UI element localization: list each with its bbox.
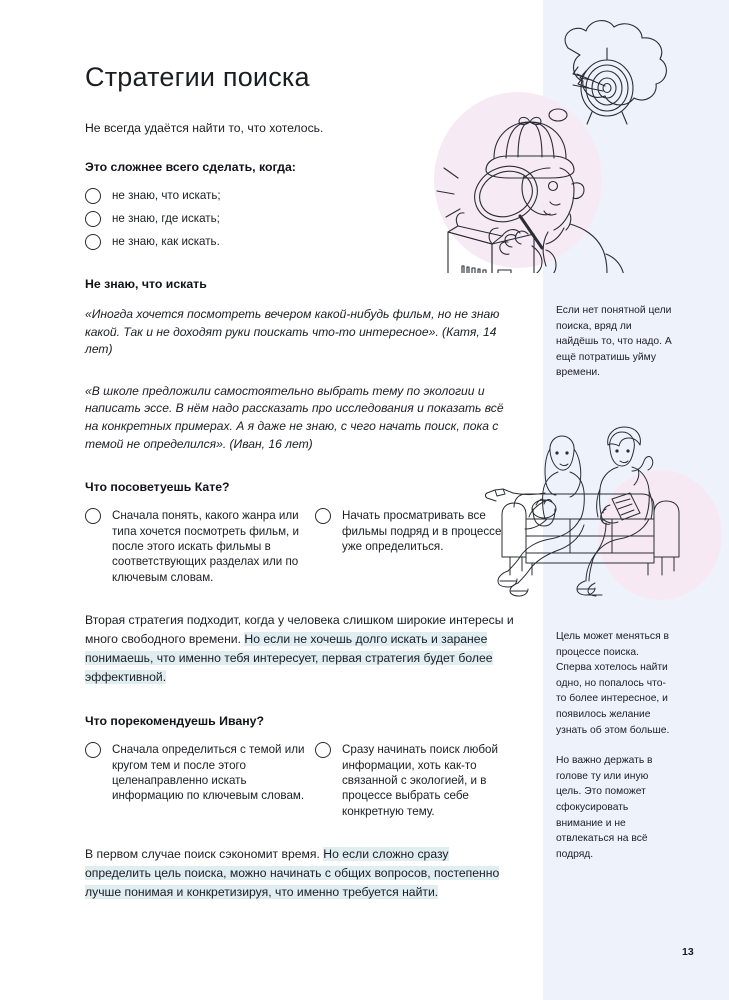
list-item-label: не знаю, что искать; (112, 189, 221, 202)
page-number: 13 (682, 946, 694, 958)
option-label: Сначала определиться с темой или кругом тем и после этого целенаправленно искать информацию по ключевым словам. (112, 743, 305, 803)
radio-circle-icon[interactable] (315, 508, 331, 524)
quote-katya: «Иногда хочется посмотреть вечером какой-нибудь фильм, но не знаю какой. Так и не доходят руки поискать что-то интересное». (Катя, 14 лет) (85, 307, 500, 357)
radio-circle-icon[interactable] (85, 742, 101, 758)
option-ivan-1[interactable] (85, 742, 315, 819)
radio-circle-icon[interactable] (315, 742, 331, 758)
conclusion-ivan (85, 845, 515, 902)
option-katya-1[interactable] (85, 508, 315, 585)
conclusion-ivan-plain: В первом случае поиск сэкономит время. (85, 847, 324, 862)
list-item[interactable] (85, 234, 515, 250)
list-item[interactable] (85, 188, 515, 204)
radio-circle-icon[interactable] (85, 188, 101, 204)
quote-ivan: «В школе предложили самостоятельно выбрать тему по экологии и написать эссе. В нём надо рассказать про исследования и показать всё на конкретных примерах. А я даже не знаю, с чего начать поиск, пока с темой не определился». (Иван, 16 лет) (85, 383, 504, 451)
list-item[interactable] (85, 211, 515, 227)
radio-circle-icon[interactable] (85, 508, 101, 524)
section-heading-dont-know: Не знаю, что искать (85, 277, 207, 291)
radio-circle-icon[interactable] (85, 234, 101, 250)
list-item-label: не знаю, как искать. (112, 235, 220, 248)
radio-circle-icon[interactable] (85, 211, 101, 227)
intro-lede: Не всегда удаётся найти то, что хотелось. (85, 121, 324, 135)
intro-radio-list (85, 188, 515, 250)
margin-note-paragraph: Но важно держать в голове ту или иную цель. Это поможет сфокусировать внимание и не отвлекаться на всё подряд. (556, 755, 653, 860)
intro-heading: Это сложнее всего сделать, когда: (85, 160, 296, 174)
article-content (85, 0, 515, 902)
margin-note-paragraph: Цель может меняться в процессе поиска. Сперва хотелось найти одно, но попалось что-то более интересное, и появилось желание узнать об этом больше. (556, 631, 670, 736)
option-katya-2[interactable] (315, 508, 515, 585)
option-label: Сначала понять, какого жанра или типа хочется посмотреть фильм, и после этого искать фильмы в соответствующих разделах или по ключевым словам. (112, 509, 299, 584)
margin-note-paragraph: Если нет понятной цели поиска, вряд ли найдёшь то, что надо. А ещё потратишь уйму времени. (556, 305, 672, 379)
margin-note-2 (556, 629, 672, 862)
page-title: Стратегии поиска (85, 62, 310, 92)
options-katya (85, 508, 515, 585)
option-label: Сразу начинать поиск любой информации, хоть как-то связанной с экологией, и в процессе выбрать себе конкретную тему. (342, 743, 498, 818)
option-ivan-2[interactable] (315, 742, 515, 819)
margin-note-1 (556, 303, 672, 381)
conclusion-katya-plain: Вторая стратегия подходит, когда у человека слишком широкие интересы и много свободного времени. (85, 613, 514, 647)
question-heading-ivan: Что порекомендуешь Ивану? (85, 714, 264, 729)
conclusion-ivan-highlight: Но если сложно сразу определить цель поиска, можно начинать с общих вопросов, постепенно лучше понимая и конкретизируя, что именно требуется найти. (85, 847, 500, 900)
list-item-label: не знаю, где искать; (112, 212, 220, 225)
conclusion-katya (85, 611, 515, 687)
question-heading-katya: Что посоветуешь Кате? (85, 480, 230, 495)
conclusion-katya-highlight: Но если не хочешь долго искать и заранее понимаешь, что именно тебя интересует, первая стратегия будет более эффективной. (85, 632, 493, 685)
option-label: Начать просматривать все фильмы подряд и в процессе уже определиться. (342, 509, 502, 553)
options-ivan (85, 742, 515, 819)
